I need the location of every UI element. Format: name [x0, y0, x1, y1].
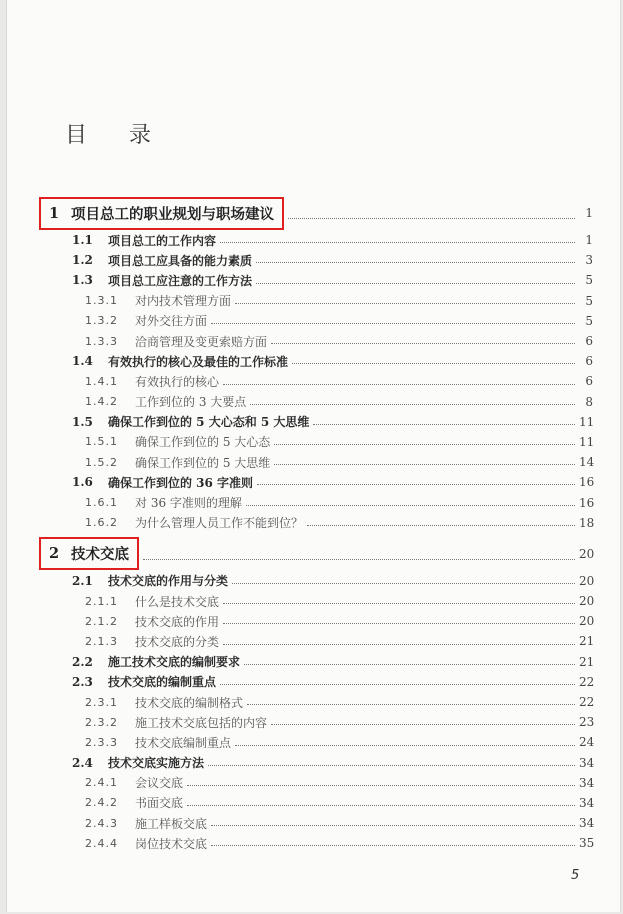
toc-page-number: 21: [579, 634, 595, 649]
dot-leader: [187, 805, 575, 806]
toc-page-number: 34: [579, 795, 595, 810]
toc-page-number: 16: [579, 495, 595, 510]
dot-leader: [143, 559, 575, 560]
toc-subsection[interactable]: [47, 371, 593, 391]
table-of-contents: [47, 196, 593, 853]
toc-number: 2.4: [72, 755, 93, 770]
toc-subsection[interactable]: [47, 813, 593, 833]
toc-number: 1.5: [72, 414, 93, 429]
toc-title: 项目总工的职业规划与职场建议: [71, 205, 274, 223]
toc-label: [72, 232, 216, 249]
toc-label: [72, 673, 216, 690]
toc-label: [85, 433, 270, 450]
toc-title: 确保工作到位的 5 大思维: [135, 455, 271, 470]
toc-number: 2.4.2: [85, 796, 118, 810]
dot-leader: [220, 242, 575, 243]
toc-heading: 目录: [65, 123, 194, 148]
toc-label: [85, 613, 219, 630]
toc-title: 岗位技术交底: [135, 836, 208, 851]
toc-title: 对 36 字准则的理解: [135, 496, 242, 511]
toc-number: 2.1.3: [85, 634, 118, 648]
toc-title: 对内技术管理方面: [135, 294, 232, 309]
toc-page-number: 11: [579, 414, 595, 429]
toc-number: 1.5.2: [85, 455, 118, 469]
toc-subsection[interactable]: [47, 793, 593, 813]
toc-label: [85, 292, 231, 309]
toc-title: 技术交底编制重点: [135, 735, 232, 750]
toc-title: 技术交底的作用: [135, 614, 220, 629]
highlight-box: [39, 537, 139, 570]
toc-section[interactable]: [47, 351, 593, 371]
toc-subsection[interactable]: [47, 492, 593, 512]
toc-number: 2.4.3: [85, 816, 118, 830]
toc-page-number: 8: [585, 394, 593, 409]
dot-leader: [235, 745, 575, 746]
toc-number: 1.3: [72, 273, 93, 288]
dot-leader: [223, 623, 575, 624]
toc-section[interactable]: [47, 753, 593, 773]
toc-number: 2.4.1: [85, 776, 118, 790]
toc-label: [72, 474, 253, 491]
toc-number: 2.1: [72, 573, 93, 588]
toc-subsection[interactable]: [47, 631, 593, 651]
toc-page-number: 5: [585, 273, 593, 288]
toc-title: 对外交往方面: [135, 314, 208, 329]
toc-title: 为什么管理人员工作不能到位？: [135, 516, 304, 531]
dot-leader: [223, 644, 575, 645]
dot-leader: [292, 363, 575, 364]
toc-subsection[interactable]: [47, 833, 593, 853]
toc-page-number: 35: [579, 836, 595, 851]
toc-title: 施工技术交底包括的内容: [135, 715, 268, 730]
toc-subsection[interactable]: [47, 331, 593, 351]
toc-number: 1.5.1: [85, 435, 118, 449]
dot-leader: [271, 724, 575, 725]
dot-leader: [271, 343, 575, 344]
toc-number: 2.3.1: [85, 695, 118, 709]
toc-title: 技术交底的分类: [135, 634, 220, 649]
dot-leader: [232, 583, 575, 584]
toc-page-number: 34: [579, 816, 595, 831]
toc-page-number: 20: [579, 614, 595, 629]
toc-page-number: 22: [579, 695, 595, 710]
toc-subsection[interactable]: [47, 712, 593, 732]
toc-page-number: 14: [579, 455, 595, 470]
toc-page-number: 6: [585, 334, 593, 349]
dot-leader: [211, 323, 575, 324]
toc-label: [85, 633, 219, 650]
toc-label: [85, 514, 303, 531]
toc-section[interactable]: [47, 270, 593, 290]
toc-label: [85, 333, 267, 350]
toc-page-number: 20: [579, 546, 595, 561]
toc-page-number: 34: [579, 755, 595, 770]
highlight-box: [39, 197, 284, 230]
toc-subsection[interactable]: [47, 432, 593, 452]
toc-number: 1.6.1: [85, 496, 118, 510]
toc-page-number: 1: [585, 233, 593, 248]
toc-number: 1.6: [72, 475, 93, 490]
toc-number: 2.2: [72, 654, 93, 669]
toc-subsection[interactable]: [47, 591, 593, 611]
toc-label: [85, 734, 231, 751]
toc-number: 1.3.1: [85, 294, 118, 308]
toc-section[interactable]: [47, 472, 593, 492]
toc-page-number: 1: [585, 206, 593, 220]
toc-label: [85, 373, 219, 390]
dot-leader: [211, 825, 575, 826]
dot-leader: [208, 765, 575, 766]
toc-number: 1.1: [72, 233, 93, 248]
toc-number: 2.1.1: [85, 594, 118, 608]
toc-title: 确保工作到位的 5 大心态: [135, 435, 271, 450]
toc-subsection[interactable]: [47, 773, 593, 793]
dot-leader: [223, 384, 575, 385]
toc-number: 1.3.3: [85, 334, 118, 348]
dot-leader: [257, 484, 575, 485]
toc-title: 项目总工的工作内容: [108, 233, 217, 248]
toc-label: [85, 714, 267, 731]
toc-page-number: 5: [585, 293, 593, 308]
dot-leader: [274, 464, 575, 465]
dot-leader: [256, 262, 575, 263]
toc-label: [85, 835, 207, 852]
toc-number: 1.4: [72, 354, 93, 369]
toc-section[interactable]: [47, 230, 593, 250]
toc-label: [72, 353, 288, 370]
toc-label: [85, 494, 242, 511]
dot-leader: [313, 424, 575, 425]
toc-page-number: 18: [579, 515, 595, 530]
toc-title: 技术交底: [71, 546, 129, 564]
toc-number: 2: [49, 545, 60, 563]
toc-page-number: 24: [579, 735, 595, 750]
toc-number: 1.2: [72, 253, 93, 268]
toc-page-number: 16: [579, 475, 595, 490]
toc-label: [85, 393, 246, 410]
toc-section[interactable]: [47, 652, 593, 672]
toc-subsection[interactable]: [47, 291, 593, 311]
dot-leader: [307, 525, 575, 526]
toc-title: 工作到位的 3 大要点: [135, 395, 247, 410]
dot-leader: [211, 845, 575, 846]
dot-leader: [187, 785, 575, 786]
toc-title: 施工技术交底的编制要求: [108, 655, 241, 670]
toc-number: 1: [49, 204, 60, 222]
toc-title: 施工样板交底: [135, 816, 208, 831]
toc-label: [72, 252, 252, 269]
toc-title: 技术交底实施方法: [108, 756, 205, 771]
toc-title: 洽商管理及变更索赔方面: [135, 334, 268, 349]
toc-page-number: 21: [579, 654, 595, 669]
toc-title: 项目总工应注意的工作方法: [108, 273, 253, 288]
toc-page-number: 6: [585, 374, 593, 389]
dot-leader: [246, 505, 575, 506]
toc-label: [85, 794, 183, 811]
toc-label: [85, 694, 243, 711]
dot-leader: [250, 404, 575, 405]
toc-number: 2.3.2: [85, 715, 118, 729]
toc-number: 2.3.3: [85, 735, 118, 749]
toc-title: 有效执行的核心及最佳的工作标准: [108, 354, 289, 369]
toc-page-number: 20: [579, 594, 595, 609]
toc-page-number: 5: [585, 313, 593, 328]
toc-number: 1.4.2: [85, 395, 118, 409]
toc-page-number: 3: [585, 253, 593, 268]
toc-section[interactable]: [47, 250, 593, 270]
toc-title: 书面交底: [135, 796, 184, 811]
dot-leader: [220, 684, 575, 685]
dot-leader: [256, 283, 575, 284]
toc-title: 确保工作到位的 36 字准则: [108, 475, 254, 490]
toc-section[interactable]: [47, 412, 593, 432]
toc-number: 1.6.2: [85, 516, 118, 530]
toc-subsection[interactable]: [47, 392, 593, 412]
toc-title: 什么是技术交底: [135, 594, 220, 609]
toc-label: [85, 815, 207, 832]
toc-number: 2.3: [72, 674, 93, 689]
toc-number: 1.3.2: [85, 314, 118, 328]
toc-page-number: 6: [585, 354, 593, 369]
toc-label: [85, 312, 207, 329]
toc-chapter[interactable]: [47, 537, 593, 571]
toc-title: 有效执行的核心: [135, 374, 220, 389]
toc-label: [72, 572, 228, 589]
toc-number: 2.4.4: [85, 836, 118, 850]
toc-subsection[interactable]: [47, 452, 593, 472]
document-page: [6, 0, 621, 912]
toc-title: 确保工作到位的 5 大心态和 5 大思维: [108, 415, 310, 430]
toc-label: [72, 754, 204, 771]
toc-page-number: 22: [579, 674, 595, 689]
toc-title: 技术交底的编制格式: [135, 695, 244, 710]
toc-subsection[interactable]: [47, 692, 593, 712]
toc-label: [85, 593, 219, 610]
toc-chapter[interactable]: [47, 196, 593, 230]
toc-subsection[interactable]: [47, 732, 593, 752]
toc-page-number: 34: [579, 775, 595, 790]
toc-section[interactable]: [47, 672, 593, 692]
toc-section[interactable]: [47, 571, 593, 591]
toc-page-number: 23: [579, 715, 595, 730]
toc-label: [72, 272, 252, 289]
toc-subsection[interactable]: [47, 513, 593, 533]
toc-subsection[interactable]: [47, 311, 593, 331]
toc-number: 2.1.2: [85, 614, 118, 628]
toc-title: 会议交底: [135, 776, 184, 791]
dot-leader: [274, 444, 575, 445]
toc-title: 项目总工应具备的能力素质: [108, 253, 253, 268]
dot-leader: [288, 218, 575, 219]
toc-label: [72, 413, 309, 430]
toc-label: [72, 653, 240, 670]
toc-title: 技术交底的编制重点: [108, 675, 217, 690]
toc-page-number: 20: [579, 573, 595, 588]
toc-subsection[interactable]: [47, 611, 593, 631]
dot-leader: [244, 664, 575, 665]
toc-label: [85, 454, 270, 471]
dot-leader: [235, 303, 575, 304]
page-number: 5: [571, 868, 580, 883]
toc-title: 技术交底的作用与分类: [108, 574, 229, 589]
toc-label: [85, 774, 183, 791]
toc-number: 1.4.1: [85, 374, 118, 388]
dot-leader: [247, 704, 575, 705]
toc-page-number: 11: [579, 434, 595, 449]
dot-leader: [223, 603, 575, 604]
